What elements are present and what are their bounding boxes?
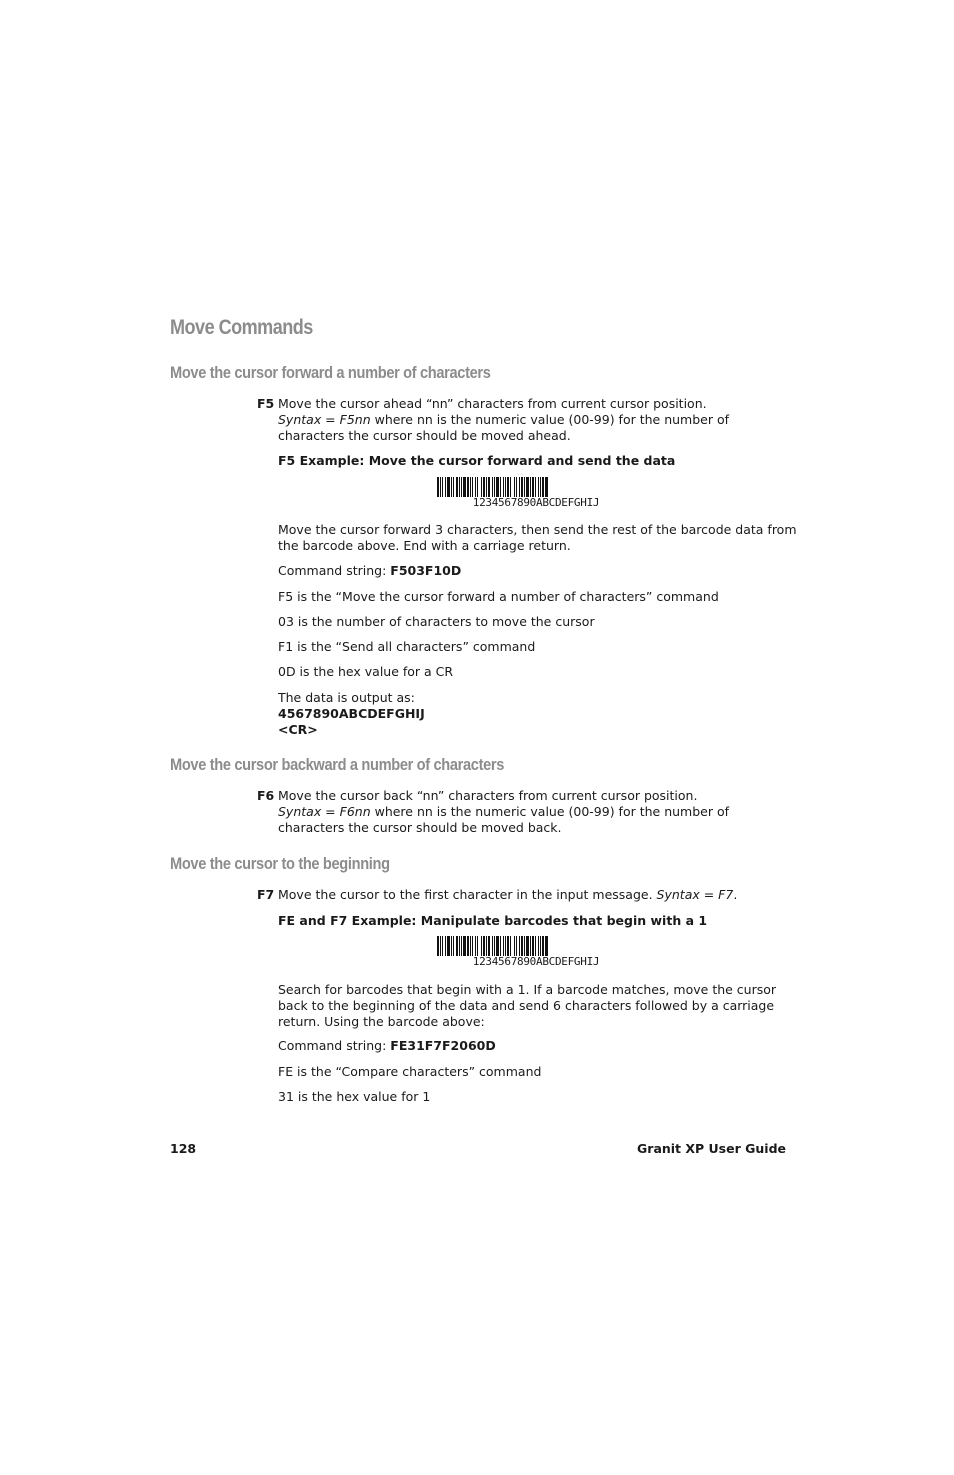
barcode-bar: [524, 477, 525, 497]
barcode-bar: [451, 477, 452, 497]
barcode-bar: [461, 936, 462, 956]
section-heading-backward: Move the cursor backward a number of characters: [170, 755, 505, 774]
barcode-bar: [535, 936, 536, 956]
command-code-f6: F6: [257, 788, 275, 803]
explanation-line-1: F5 is the “Move the cursor forward a number of characters” command: [278, 589, 719, 604]
barcode-bar: [494, 477, 495, 497]
barcode-bar: [463, 936, 466, 956]
output-cr: <CR>: [278, 722, 318, 737]
barcode-bar: [542, 936, 544, 956]
barcode-bar: [437, 477, 439, 497]
barcode-bar: [445, 477, 446, 497]
barcode-bar: [488, 936, 490, 956]
barcode-bar: [505, 477, 506, 497]
command-description-f5: [278, 396, 798, 444]
barcode-bar: [472, 477, 473, 497]
barcode-bar: [530, 936, 531, 956]
command-string-f7: [278, 1038, 798, 1054]
barcode-bar: [481, 477, 482, 497]
barcode-bar: [483, 936, 485, 956]
barcode-bar: [521, 936, 523, 956]
example-explanation-f7: Search for barcodes that begin with a 1. If a barcode matches, move the cursor back to the beginning of the data and send 6 characters followed by a carriage return. Using the barcode above:: [278, 982, 777, 1029]
barcode-bar: [456, 936, 458, 956]
syntax-label: Syntax = F5nn: [278, 412, 371, 427]
syntax-text: where nn is the numeric value (00-99) for the number of characters the cursor should be moved back.: [278, 804, 730, 835]
barcode-bar: [437, 936, 439, 956]
barcode-bar: [453, 477, 454, 497]
barcode-bar: [532, 477, 534, 497]
barcode-bar: [540, 477, 541, 497]
barcode-image-2: [437, 936, 633, 968]
barcode-bar: [507, 936, 509, 956]
barcode-image-1: [437, 477, 633, 509]
barcode-bar: [545, 477, 548, 497]
barcode-bar: [496, 477, 499, 497]
barcode-bar: [545, 936, 548, 956]
example-explanation-f5: Move the cursor forward 3 characters, then send the rest of the barcode data from the barcode above. End with a carriage return.: [278, 522, 797, 553]
command-description-f7: [278, 887, 798, 903]
description-text: Move the cursor back “nn” characters from current cursor position.: [278, 788, 698, 803]
barcode-bar: [507, 477, 509, 497]
barcode-bar: [519, 936, 520, 956]
barcode-bar: [467, 477, 469, 497]
barcode-bar: [503, 477, 504, 497]
barcode-bar: [477, 936, 478, 956]
barcode-bar: [440, 477, 441, 497]
command-string-label: Command string:: [278, 563, 391, 578]
barcode-bar: [472, 936, 473, 956]
barcode-bar: [516, 936, 517, 956]
barcode-bar: [542, 477, 544, 497]
example-title-f7: FE and F7 Example: Manipulate barcodes that begin with a 1: [278, 913, 708, 928]
barcode-bar: [447, 936, 450, 956]
barcode-bar: [538, 936, 539, 956]
barcode-bar: [524, 936, 525, 956]
barcode-bar: [477, 477, 478, 497]
command-string-value: F503F10D: [390, 563, 462, 578]
barcode-bar: [467, 936, 469, 956]
explanation-line-1: FE is the “Compare characters” command: [278, 1064, 542, 1079]
barcode-bar: [442, 936, 443, 956]
syntax-end: .: [733, 887, 738, 902]
barcode-bar: [514, 936, 515, 956]
barcode-bar: [456, 477, 458, 497]
output-value: 4567890ABCDEFGHIJ: [278, 706, 425, 721]
barcode-bar: [510, 477, 511, 497]
barcode-bar: [475, 936, 476, 956]
barcode-bar: [503, 936, 504, 956]
barcode-bar: [488, 477, 490, 497]
barcode-bar: [538, 477, 539, 497]
barcode-bar: [442, 477, 443, 497]
barcode-bar: [494, 936, 495, 956]
page-title: Move Commands: [170, 316, 313, 339]
explanation-line-3: F1 is the “Send all characters” command: [278, 639, 536, 654]
example-title-f5: F5 Example: Move the cursor forward and send the data: [278, 453, 676, 468]
guide-title: Granit XP User Guide: [637, 1141, 786, 1156]
barcode-bar: [453, 936, 454, 956]
barcode-caption: 1234567890ABCDEFGHIJ: [472, 496, 600, 509]
command-code-f7: F7: [257, 887, 275, 902]
barcode-bar: [500, 477, 501, 497]
command-string-value: FE31F7F2060D: [390, 1038, 496, 1053]
barcode-bar: [492, 936, 493, 956]
barcode-bar: [514, 477, 515, 497]
explanation-line-2: 31 is the hex value for 1: [278, 1089, 431, 1104]
barcode-bar: [470, 477, 471, 497]
barcode-bar: [505, 936, 506, 956]
barcode-bar: [475, 477, 476, 497]
barcode-bar: [481, 936, 482, 956]
barcode-bar: [440, 936, 441, 956]
barcode-bar: [510, 936, 511, 956]
explanation-line-2: 03 is the number of characters to move the cursor: [278, 614, 595, 629]
command-description-f6: [278, 788, 798, 836]
barcode-bars: [437, 477, 633, 497]
barcode-bar: [521, 477, 523, 497]
command-string-label: Command string:: [278, 1038, 391, 1053]
barcode-bar: [486, 477, 487, 497]
section-heading-forward: Move the cursor forward a number of characters: [170, 363, 491, 382]
description-text: Move the cursor to the first character in the input message.: [278, 887, 657, 902]
output-label: The data is output as:: [278, 690, 415, 705]
barcode-bar: [470, 936, 471, 956]
explanation-line-4: 0D is the hex value for a CR: [278, 664, 454, 679]
description-text: Move the cursor ahead “nn” characters from current cursor position.: [278, 396, 707, 411]
syntax-text: where nn is the numeric value (00-99) for the number of characters the cursor should be moved ahead.: [278, 412, 730, 443]
barcode-bar: [459, 936, 460, 956]
barcode-bar: [540, 936, 541, 956]
barcode-bar: [492, 477, 493, 497]
barcode-bar: [526, 477, 529, 497]
barcode-bar: [519, 477, 520, 497]
command-string-f5: [278, 563, 798, 579]
barcode-bar: [516, 477, 517, 497]
page-number: 128: [170, 1141, 197, 1156]
barcode-bar: [532, 936, 534, 956]
barcode-caption: 1234567890ABCDEFGHIJ: [472, 955, 600, 968]
barcode-bar: [461, 477, 462, 497]
barcode-bars: [437, 936, 633, 956]
barcode-bar: [530, 477, 531, 497]
syntax-label: Syntax = F7: [656, 887, 734, 902]
section-heading-beginning: Move the cursor to the beginning: [170, 854, 390, 873]
barcode-bar: [496, 936, 499, 956]
barcode-bar: [526, 936, 529, 956]
barcode-bar: [535, 477, 536, 497]
output-block: [278, 690, 798, 738]
barcode-bar: [486, 936, 487, 956]
barcode-bar: [445, 936, 446, 956]
barcode-bar: [447, 477, 450, 497]
barcode-bar: [459, 477, 460, 497]
syntax-label: Syntax = F6nn: [278, 804, 371, 819]
barcode-bar: [500, 936, 501, 956]
barcode-bar: [463, 477, 466, 497]
barcode-bar: [483, 477, 485, 497]
barcode-bar: [451, 936, 452, 956]
command-code-f5: F5: [257, 396, 275, 411]
